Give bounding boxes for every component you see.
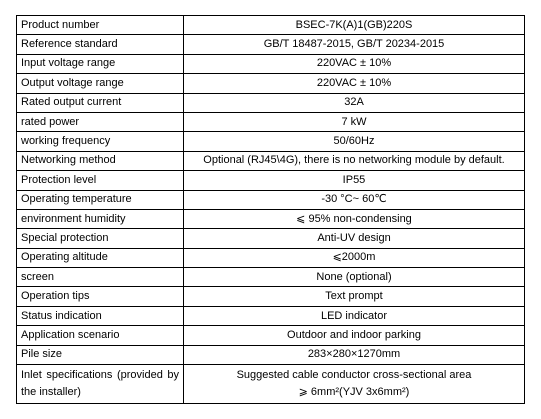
specification-table <box>16 15 525 404</box>
spec-label: Networking method <box>17 151 184 170</box>
spec-row-output-voltage-range <box>17 74 525 93</box>
spec-row-working-frequency <box>17 132 525 151</box>
spec-value-line-1: Suggested cable conductor cross-sectional area <box>236 369 472 382</box>
spec-value: LED indicator <box>184 306 525 325</box>
spec-row-rated-power <box>17 112 525 131</box>
spec-value: 50/60Hz <box>184 132 525 151</box>
spec-row-special-protection <box>17 229 525 248</box>
spec-label: Output voltage range <box>17 74 184 93</box>
spec-row-inlet-specifications <box>17 365 525 404</box>
spec-label: Reference standard <box>17 35 184 54</box>
spec-label: Pile size <box>17 345 184 364</box>
spec-value: 7 kW <box>184 112 525 131</box>
spec-label: working frequency <box>17 132 184 151</box>
spec-value: IP55 <box>184 171 525 190</box>
spec-label: screen <box>17 268 184 287</box>
spec-row-pile-size <box>17 345 525 364</box>
spec-label: Operation tips <box>17 287 184 306</box>
spec-label: Inlet specifications (provided by the installer) <box>17 365 184 404</box>
spec-row-input-voltage-range <box>17 54 525 73</box>
spec-row-operating-altitude <box>17 248 525 267</box>
specification-table-body <box>17 16 525 404</box>
spec-value-multiline <box>184 365 525 404</box>
spec-value-line-2: ⩾ 6mm²(YJV 3x6mm²) <box>298 386 410 399</box>
spec-value: 220VAC ± 10% <box>184 54 525 73</box>
spec-label: Status indication <box>17 306 184 325</box>
spec-value: 220VAC ± 10% <box>184 74 525 93</box>
spec-value: 283×280×1270mm <box>184 345 525 364</box>
spec-value: BSEC-7K(A)1(GB)220S <box>184 16 525 35</box>
spec-row-product-number <box>17 16 525 35</box>
spec-label: Rated output current <box>17 93 184 112</box>
spec-value: None (optional) <box>184 268 525 287</box>
spec-value: ⩽2000m <box>184 248 525 267</box>
spec-value: -30 °C~ 60℃ <box>184 190 525 209</box>
spec-row-networking-method <box>17 151 525 170</box>
spec-label: Operating altitude <box>17 248 184 267</box>
spec-row-screen <box>17 268 525 287</box>
spec-value: GB/T 18487-2015, GB/T 20234-2015 <box>184 35 525 54</box>
spec-label: Special protection <box>17 229 184 248</box>
spec-value: ⩽ 95% non-condensing <box>184 209 525 228</box>
spec-label: Input voltage range <box>17 54 184 73</box>
spec-row-reference-standard <box>17 35 525 54</box>
spec-label: Operating temperature <box>17 190 184 209</box>
spec-label: Application scenario <box>17 326 184 345</box>
spec-row-environment-humidity <box>17 209 525 228</box>
spec-row-operating-temperature <box>17 190 525 209</box>
spec-row-application-scenario <box>17 326 525 345</box>
spec-label: rated power <box>17 112 184 131</box>
spec-value: Outdoor and indoor parking <box>184 326 525 345</box>
spec-label: Product number <box>17 16 184 35</box>
spec-value: Anti-UV design <box>184 229 525 248</box>
spec-label: Protection level <box>17 171 184 190</box>
spec-value: Text prompt <box>184 287 525 306</box>
spec-row-rated-output-current <box>17 93 525 112</box>
spec-value: 32A <box>184 93 525 112</box>
spec-row-operation-tips <box>17 287 525 306</box>
spec-row-status-indication <box>17 306 525 325</box>
spec-row-protection-level <box>17 171 525 190</box>
spec-label: environment humidity <box>17 209 184 228</box>
spec-value: Optional (RJ45\4G), there is no networking module by default. <box>184 151 525 170</box>
